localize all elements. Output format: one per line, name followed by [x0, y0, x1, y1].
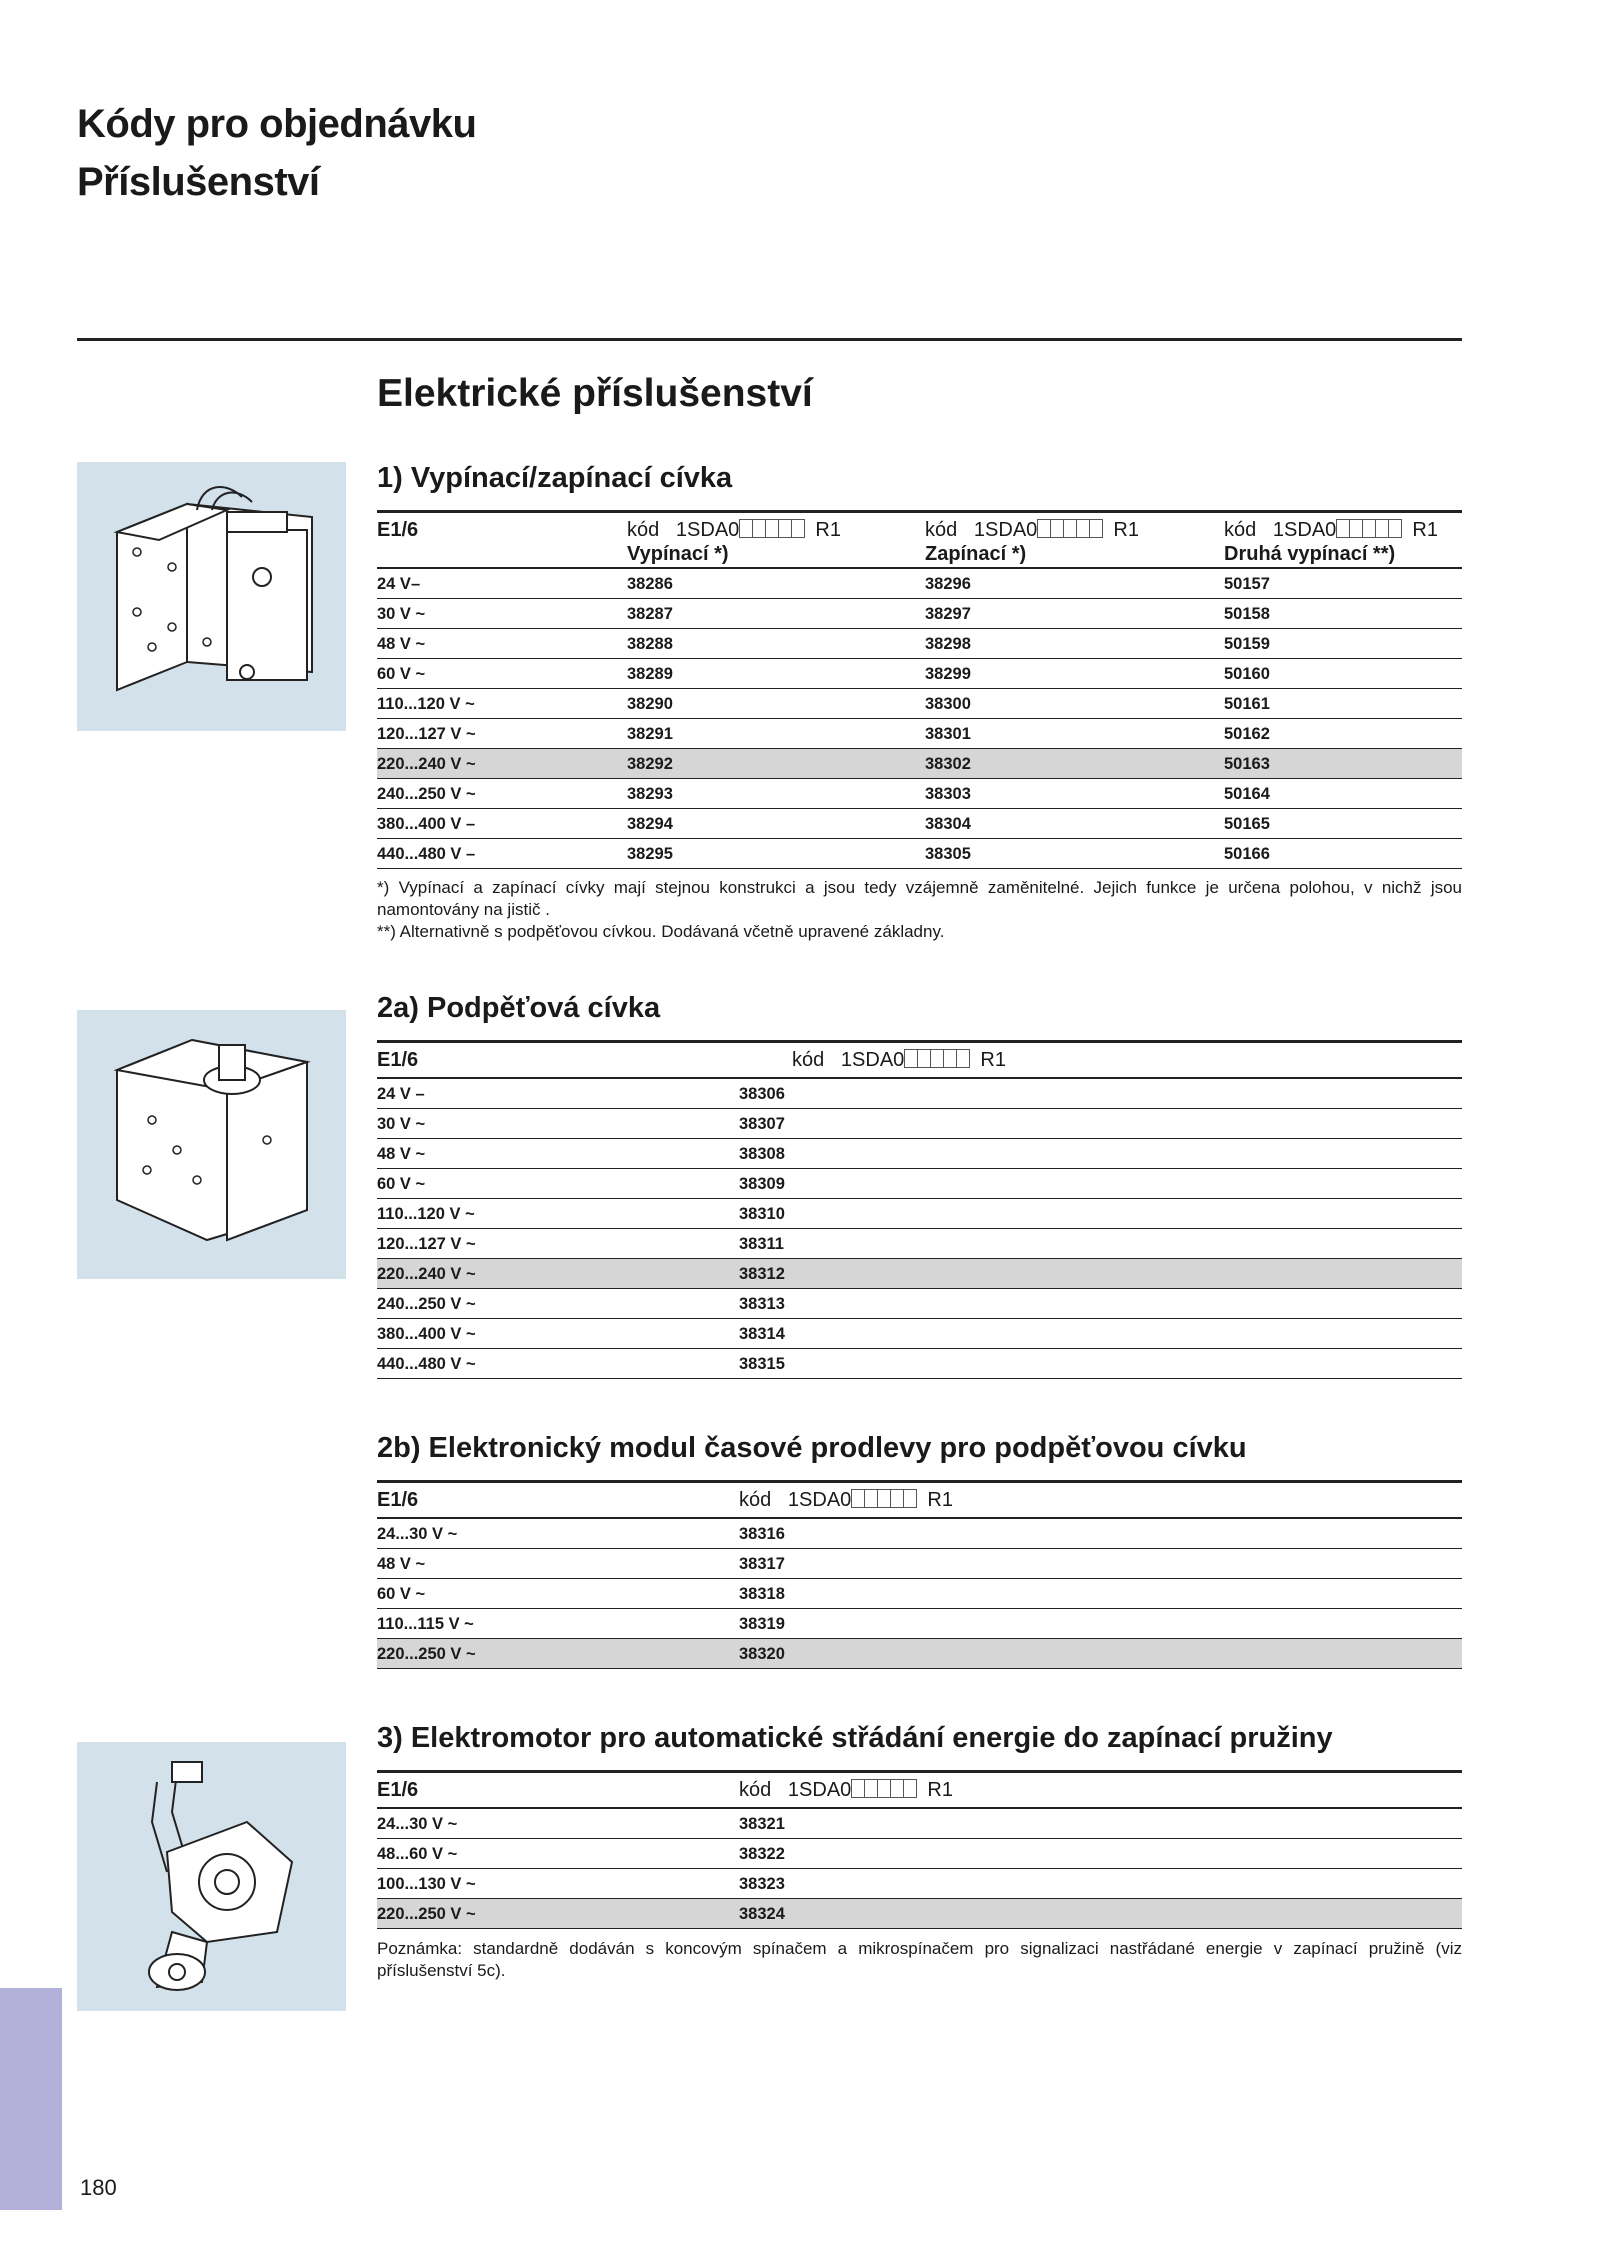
page-title: Kódy pro objednávku [77, 102, 477, 146]
col-header-second-trip: Druhá vypínací **) [1224, 543, 1396, 565]
table-row: 120...127 V ~ 38311 [377, 1229, 1462, 1259]
section-heading: Elektrické příslušenství [377, 372, 813, 415]
table-row: 110...115 V ~ 38319 [377, 1609, 1462, 1639]
table-row: 24 V– 38286 38296 50157 [377, 569, 1462, 599]
section-2a-table [377, 1040, 1462, 1379]
col-header-closing: Zapínací *) [925, 543, 1027, 565]
table-row: 24...30 V ~ 38321 [377, 1809, 1462, 1839]
code-spec: kód 1SDA0 R1 [792, 1049, 1006, 1071]
table-row: 48 V ~ 38317 [377, 1549, 1462, 1579]
chapter-tab [0, 1988, 62, 2210]
section-1-note-2: **) Alternativně s podpěťovou cívkou. Dodávaná včetně upravené základny. [377, 922, 945, 941]
table-row-highlighted: 220...240 V ~ 38292 38302 50163 [377, 749, 1462, 779]
section-2a-title: 2a) Podpěťová cívka [377, 992, 661, 1024]
section-2a-header: E1/6 kód 1SDA0 R1 [377, 1040, 1462, 1079]
section-2b-table [377, 1480, 1462, 1669]
table-row: 120...127 V ~ 38291 38301 50162 [377, 719, 1462, 749]
section-1-table [377, 510, 1462, 869]
section-1-note-1: *) Vypínací a zapínací cívky mají stejnou konstrukci a jsou tedy vzájemně zaměnitelné. Jejich funkce je určena polohou, v nichž jsou namontovány na jistič . [377, 878, 1462, 919]
table-row: 380...400 V ~ 38314 [377, 1319, 1462, 1349]
code-spec: kód 1SDA0 R1 [739, 1779, 953, 1801]
motor-image [77, 1742, 346, 2011]
table-row: 30 V ~ 38307 [377, 1109, 1462, 1139]
table-row: 100...130 V ~ 38323 [377, 1869, 1462, 1899]
section-3-header: E1/6 kód 1SDA0 R1 [377, 1770, 1462, 1809]
table-row: 110...120 V ~ 38310 [377, 1199, 1462, 1229]
code-spec: kód 1SDA0 R1 [627, 519, 841, 541]
table-row: 440...480 V ~ 38315 [377, 1349, 1462, 1379]
title-divider [77, 338, 1462, 341]
table-row: 380...400 V – 38294 38304 50165 [377, 809, 1462, 839]
section-3-table [377, 1770, 1462, 1929]
trip-coil-image [77, 462, 346, 731]
table-row: 440...480 V – 38295 38305 50166 [377, 839, 1462, 869]
section-2b-title: 2b) Elektronický modul časové prodlevy pro podpěťovou cívku [377, 1432, 1247, 1464]
col-header-trip: Vypínací *) [627, 543, 729, 565]
table-row: 110...120 V ~ 38290 38300 50161 [377, 689, 1462, 719]
table-row-highlighted: 220...250 V ~ 38320 [377, 1639, 1462, 1669]
table-row: 24...30 V ~ 38316 [377, 1519, 1462, 1549]
table-row-highlighted: 220...250 V ~ 38324 [377, 1899, 1462, 1929]
code-spec: kód 1SDA0 R1 [925, 519, 1139, 541]
code-spec: kód 1SDA0 R1 [739, 1489, 953, 1511]
table-row: 240...250 V ~ 38293 38303 50164 [377, 779, 1462, 809]
section-2b-header: E1/6 kód 1SDA0 R1 [377, 1480, 1462, 1519]
page-number: 180 [80, 2175, 117, 2200]
table-row-highlighted: 220...240 V ~ 38312 [377, 1259, 1462, 1289]
code-spec: kód 1SDA0 R1 [1224, 519, 1438, 541]
table-row: 48 V ~ 38288 38298 50159 [377, 629, 1462, 659]
section-3-note: Poznámka: standardně dodáván s koncovým spínačem a mikrospínačem pro signalizaci nastřádané energie v zapínací pružině (viz příslušenství 5c). [377, 1939, 1462, 1980]
table-row: 240...250 V ~ 38313 [377, 1289, 1462, 1319]
table-row: 30 V ~ 38287 38297 50158 [377, 599, 1462, 629]
table-row: 48 V ~ 38308 [377, 1139, 1462, 1169]
table-row: 60 V ~ 38318 [377, 1579, 1462, 1609]
table-row: 48...60 V ~ 38322 [377, 1839, 1462, 1869]
table-row: 24 V – 38306 [377, 1079, 1462, 1109]
section-1-title: 1) Vypínací/zapínací cívka [377, 462, 733, 494]
page-subtitle: Příslušenství [77, 160, 320, 204]
table-row: 60 V ~ 38309 [377, 1169, 1462, 1199]
table-row: 60 V ~ 38289 38299 50160 [377, 659, 1462, 689]
section-3-title: 3) Elektromotor pro automatické střádání energie do zapínací pružiny [377, 1722, 1333, 1754]
section-1-header: E1/6 kód 1SDA0 R1 kód 1SDA0 R1 kód 1SDA0 R1 Vypínací *) Zapínací *) Druhá vypínací **) [377, 510, 1462, 569]
undervoltage-coil-image [77, 1010, 346, 1279]
